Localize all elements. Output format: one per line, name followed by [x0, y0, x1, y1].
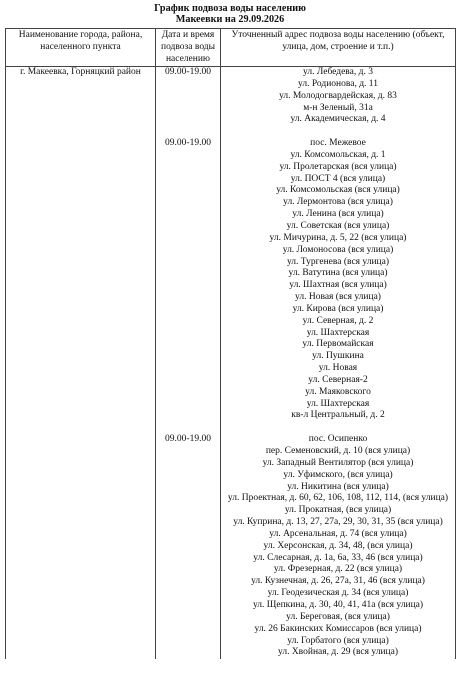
address-group	[223, 434, 453, 659]
address-line: ул. Кирова (вся улица)	[292, 303, 384, 314]
address-line: ул. Горбатого (вся улица)	[287, 635, 389, 646]
address-line: ул. Новая (вся улица)	[295, 292, 381, 303]
address-line: ул. Уфимского, (вся улица)	[283, 469, 393, 480]
address-line: ул. Ломоносова (вся улица)	[282, 244, 394, 255]
address-line: ул. Проектная, д. 60, 62, 106, 108, 112, 114, (вся улица)	[227, 493, 449, 504]
address-line: м-н Зеленый, 31а	[303, 102, 373, 113]
time-cell	[156, 67, 221, 660]
time-group	[156, 434, 220, 659]
address-line: ул. Западный Вентилятор (вся улица)	[262, 457, 414, 468]
address-line: ул. Советская (вся улица)	[286, 220, 390, 231]
address-line: ул. Никитина (вся улица)	[287, 481, 389, 492]
address-line: ул. Пролетарская (вся улица)	[279, 161, 397, 172]
address-line: ул. Мичурина, д. 5, 22 (вся улица)	[269, 232, 407, 243]
address-line: ул. Шахтерская	[306, 327, 370, 338]
header-row	[6, 29, 456, 67]
header-time: Дата и время подвоза воды населению	[156, 29, 221, 67]
address-line: ул. Ленина (вся улица)	[292, 209, 384, 220]
address-line: ул. Пушкина	[312, 351, 364, 362]
address-line: ул. Молодогвардейская, д. 83	[279, 90, 397, 101]
time-group	[156, 67, 220, 126]
address-line: ул. ПОСТ 4 (вся улица)	[290, 173, 386, 184]
address-line: ул. Шахтерская	[306, 398, 370, 409]
address-line: пер. Семеновский, д. 10 (вся улица)	[265, 446, 411, 456]
address-line: ул. Хвойная, д. 29 (вся улица)	[278, 647, 398, 658]
address-line: ул. Тургенева (вся улица)	[286, 256, 390, 267]
table-row	[6, 67, 456, 660]
address-line: ул. Шахтная (вся улица)	[289, 280, 387, 291]
address-line: пос. Межевое	[310, 138, 366, 149]
address-line: ул. Береговая, (вся улица)	[286, 611, 390, 622]
address-line: ул. 26 Бакинских Комиссаров (вся улица)	[254, 623, 422, 634]
title-line-2: Макеевки на 29.09.2026	[175, 14, 285, 25]
address-line: ул. Фрезерная, д. 22 (вся улица)	[273, 564, 403, 575]
address-line: ул. Прокатная, (вся улица)	[284, 505, 392, 516]
address-line: ул. Ватутина (вся улица)	[288, 268, 388, 279]
document-title	[0, 0, 460, 25]
address-group	[223, 138, 453, 422]
address-line: ул. Куприна, д. 13, 27, 27а, 29, 30, 31, 35 (вся улица)	[233, 517, 443, 528]
water-schedule-table	[5, 28, 456, 659]
header-address: Уточненный адрес подвоза воды населению (объект, улица, дом, строение и т.п.)	[221, 29, 456, 67]
title-line-1: График подвоза воды населению	[154, 3, 306, 14]
address-line: ул. Щепкина, д. 30, 40, 41, 41а (вся улица)	[252, 599, 424, 610]
address-line: ул. Комсомольская, д. 1	[290, 149, 386, 160]
address-line: ул. Геодезическая д. 34 (вся улица)	[267, 588, 409, 599]
address-line: ул. Херсонская, д. 34, 48, (вся улица)	[263, 540, 413, 551]
address-line: ул. Лебедева, д. 3	[303, 67, 373, 77]
address-cell	[221, 67, 456, 660]
address-line: пос. Осипенко	[308, 434, 368, 445]
header-city: Наименование города, района, населенного пункта	[6, 29, 156, 67]
address-line: ул. Лермонтова (вся улица)	[283, 197, 393, 208]
address-line: ул. Северная-2	[308, 374, 368, 385]
address-line: ул. Родионова, д. 11	[298, 78, 378, 89]
time-group	[156, 138, 220, 422]
address-line: ул. Маяковского	[305, 386, 371, 397]
address-line: ул. Арсенальная, д. 74 (вся улица)	[269, 528, 407, 539]
group-spacer	[223, 126, 453, 138]
time-value: 09.00-19.00	[165, 138, 211, 149]
address-line: ул. Академическая, д. 4	[290, 114, 386, 125]
address-line: ул. Северная, д. 2	[302, 315, 374, 326]
address-line: ул. Первомайская	[302, 339, 374, 350]
address-line: ул. Слесарная, д. 1а, 6а, 33, 46 (вся улица)	[253, 552, 423, 563]
group-spacer	[223, 422, 453, 434]
time-value: 09.00-19.00	[165, 434, 211, 445]
address-line: кв-л Центральный, д. 2	[291, 410, 385, 421]
address-line: ул. Новая	[318, 363, 358, 374]
address-group	[223, 67, 453, 126]
city-cell: г. Макеевка, Горняцкий район	[6, 67, 156, 660]
address-line: ул. Кузнечная, д. 26, 27а, 31, 46 (вся улица)	[251, 576, 425, 587]
address-line: ул. Комсомольская (вся улица)	[276, 185, 400, 196]
time-value: 09.00-19.00	[165, 67, 211, 77]
